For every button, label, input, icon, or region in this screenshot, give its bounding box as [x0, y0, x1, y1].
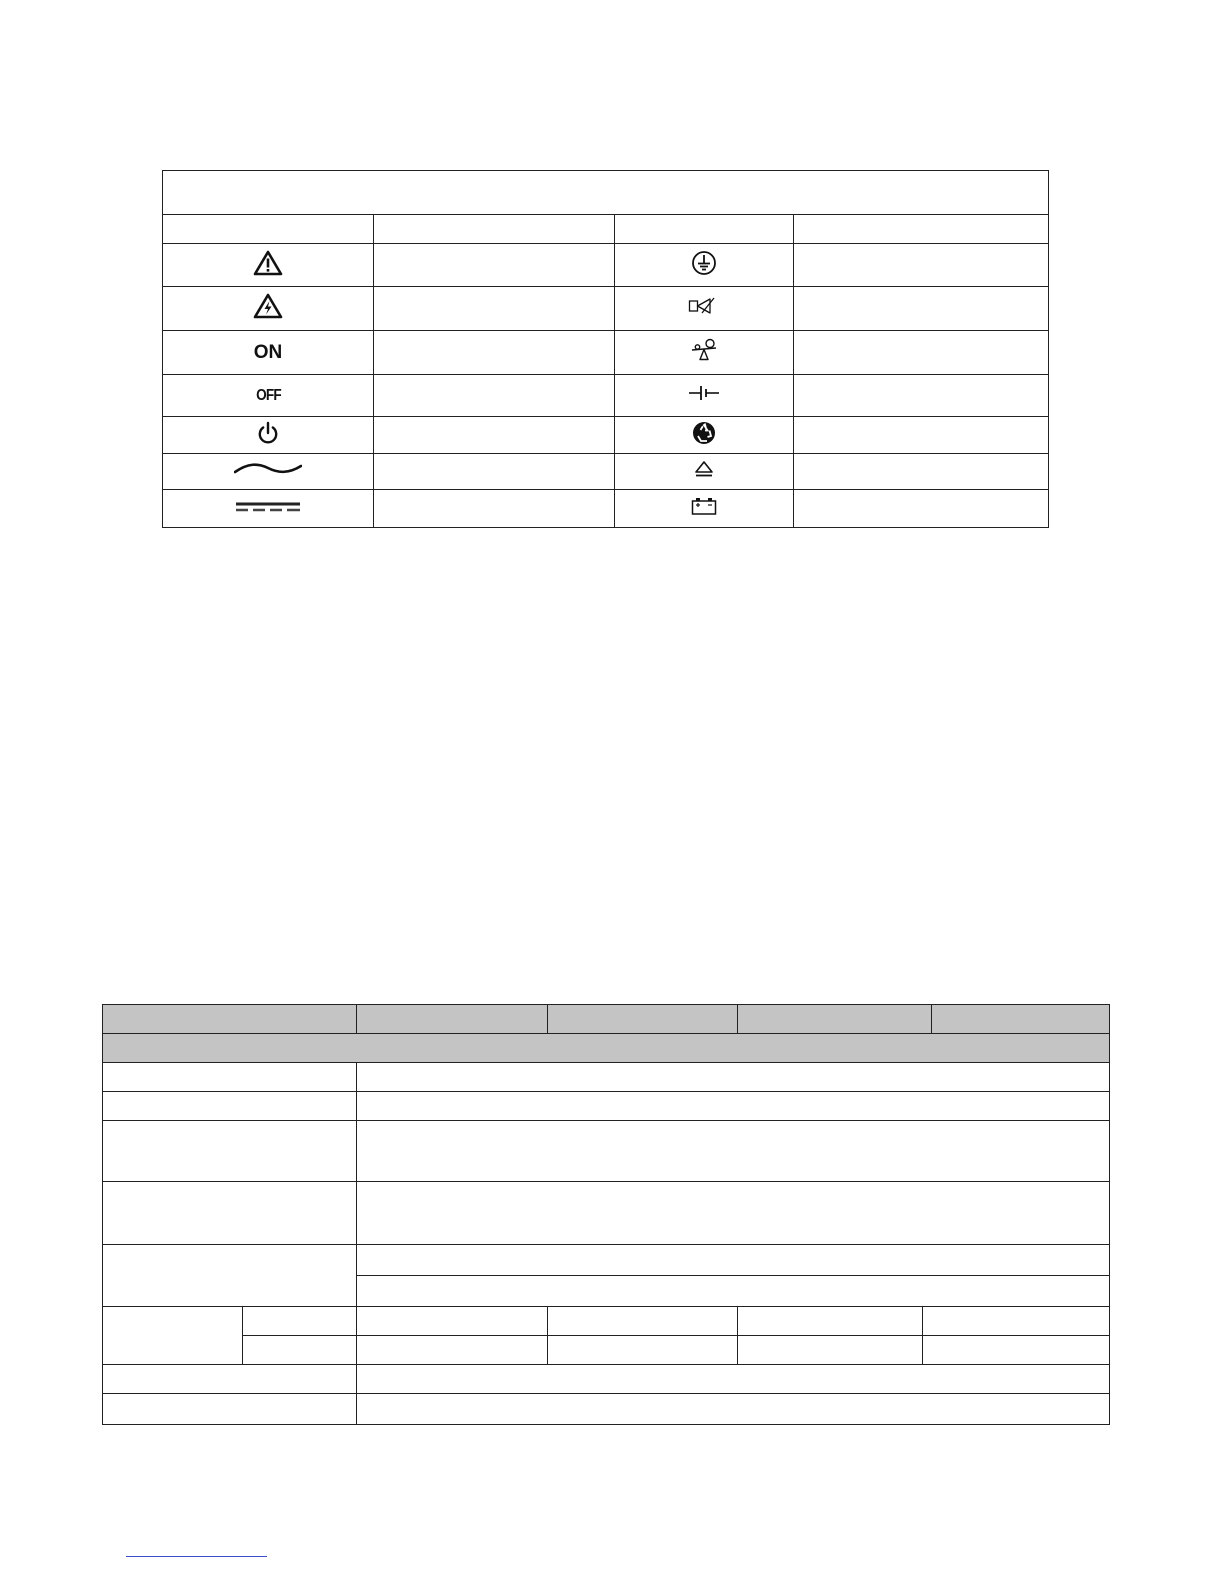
spec-value [357, 1092, 1110, 1121]
overload-icon [689, 338, 719, 362]
spec-value [357, 1394, 1110, 1425]
symbol-description [374, 454, 615, 490]
off-label: OFF [255, 386, 281, 404]
spec-label [103, 1245, 357, 1307]
symbol-row [163, 490, 1049, 528]
symbol-description [794, 417, 1049, 454]
spec-header-cell [738, 1005, 932, 1034]
spec-header-cell [548, 1005, 738, 1034]
symbol-description [794, 244, 1049, 287]
spec-label [103, 1394, 357, 1425]
symbol-row [163, 331, 1049, 375]
alarm-mute-icon [688, 297, 720, 315]
symbol-row [163, 375, 1049, 417]
spec-label [103, 1121, 357, 1182]
spec-header-cell [357, 1005, 548, 1034]
symbol-description [794, 454, 1049, 490]
direct-current-icon [234, 501, 302, 513]
spec-label [103, 1307, 243, 1365]
spec-label [103, 1365, 357, 1394]
on-label: ON [253, 341, 283, 363]
spec-row [103, 1063, 1110, 1092]
spec-header-cell [103, 1005, 357, 1034]
symbol-description [794, 375, 1049, 417]
protective-earth-icon [691, 250, 717, 276]
symbol-row [163, 287, 1049, 331]
warning-triangle-icon [253, 250, 283, 276]
spec-value [548, 1307, 738, 1336]
spec-row [103, 1365, 1110, 1394]
spec-value [923, 1336, 1110, 1365]
specification-table [102, 1004, 1110, 1425]
spec-value [357, 1307, 548, 1336]
spec-value [357, 1063, 1110, 1092]
symbol-description [794, 287, 1049, 331]
symbol-description [374, 375, 615, 417]
spec-section-title [103, 1034, 1110, 1063]
symbol-description [374, 417, 615, 454]
symbol-description [794, 331, 1049, 375]
spec-value [923, 1307, 1110, 1336]
spec-header-row [103, 1005, 1110, 1034]
symbol-table [162, 170, 1049, 528]
spec-label [103, 1063, 357, 1092]
battery-icon [691, 496, 717, 516]
spec-value [357, 1276, 1110, 1307]
symbol-description [374, 331, 615, 375]
symbol-row [163, 417, 1049, 454]
spec-value [738, 1336, 923, 1365]
spec-value [548, 1336, 738, 1365]
spec-sublabel [243, 1307, 357, 1336]
symbol-header-4 [794, 215, 1049, 244]
spec-value [738, 1307, 923, 1336]
symbol-description [794, 490, 1049, 528]
dc-capacitor-icon [688, 384, 720, 402]
spec-row [103, 1336, 1110, 1365]
spec-label [103, 1182, 357, 1245]
spec-row [103, 1307, 1110, 1336]
standby-power-icon [256, 421, 280, 445]
eject-icon [693, 460, 715, 478]
spec-sublabel [243, 1336, 357, 1365]
spec-label [103, 1092, 357, 1121]
symbol-description [374, 244, 615, 287]
spec-row [103, 1245, 1110, 1276]
symbol-header-3 [615, 215, 794, 244]
spec-section-row [103, 1034, 1110, 1063]
spec-row [103, 1394, 1110, 1425]
symbol-row [163, 244, 1049, 287]
spec-value [357, 1182, 1110, 1245]
footer-link-underline[interactable] [126, 1556, 267, 1557]
spec-value [357, 1365, 1110, 1394]
spec-row [103, 1092, 1110, 1121]
spec-value [357, 1121, 1110, 1182]
alternating-current-icon [234, 462, 302, 476]
symbol-header-1 [163, 215, 374, 244]
spec-header-cell [932, 1005, 1110, 1034]
symbol-table-title [163, 171, 1049, 215]
spec-row [103, 1182, 1110, 1245]
recycle-icon [692, 421, 716, 445]
electric-shock-triangle-icon [253, 293, 283, 319]
symbol-description [374, 287, 615, 331]
symbol-header-2 [374, 215, 615, 244]
symbol-description [374, 490, 615, 528]
symbol-row [163, 454, 1049, 490]
spec-value [357, 1336, 548, 1365]
spec-value [357, 1245, 1110, 1276]
spec-row [103, 1121, 1110, 1182]
